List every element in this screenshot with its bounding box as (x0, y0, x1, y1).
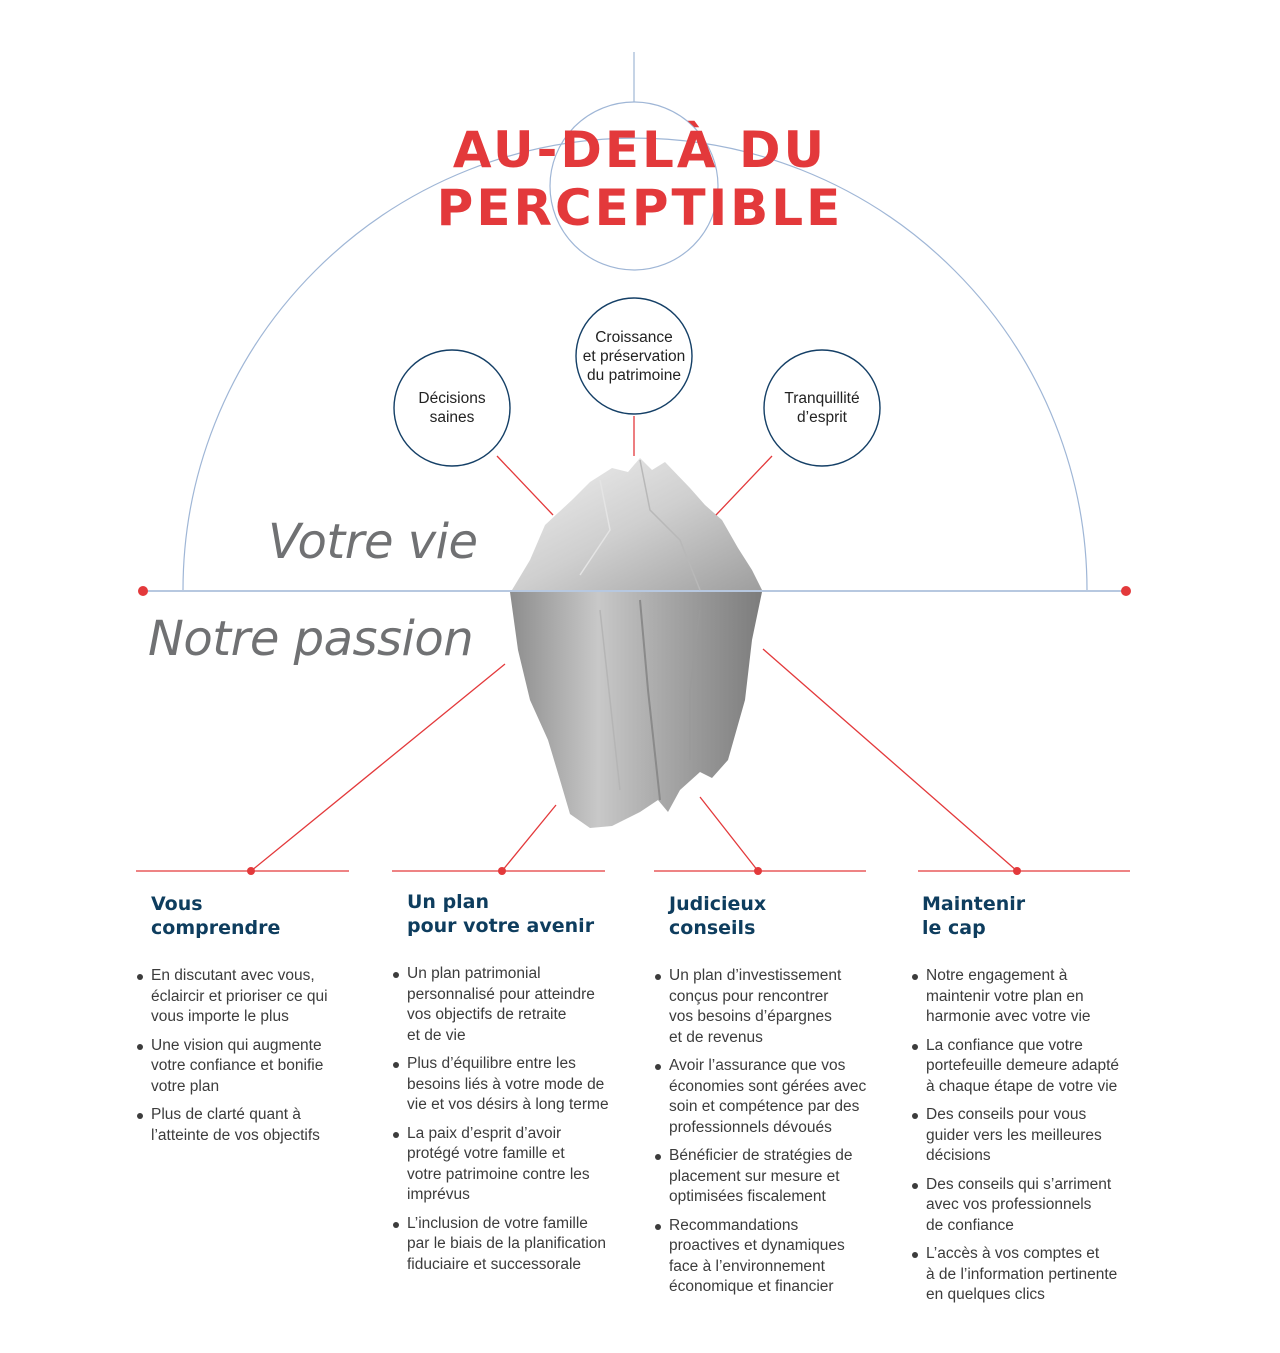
column-heading: Un plan pour votre avenir (407, 891, 595, 937)
connector-col-2 (502, 805, 556, 871)
bullet-item: La paix d’esprit d’avoir protégé votre famille et votre patrimoine contre les imprévus (393, 1124, 613, 1206)
bullet-list (655, 966, 875, 1298)
column-heading: Judicieux conseils (669, 893, 767, 939)
column-un-plan (393, 892, 613, 1283)
column-vous-comprendre (137, 892, 357, 1154)
bullet-list (912, 966, 1132, 1306)
bullet-list (137, 966, 357, 1146)
label-notre-passion: Notre passion (148, 611, 474, 667)
rule-dot-4 (1013, 867, 1021, 875)
iceberg-tip (512, 458, 762, 590)
iceberg-underwater (510, 592, 762, 828)
waterline-dot-right (1121, 586, 1131, 596)
waterline-dot-left (138, 586, 148, 596)
bullet-item: Des conseils pour vous guider vers les meilleures décisions (912, 1105, 1132, 1167)
bullet-item: En discutant avec vous, éclaircir et prioriser ce qui vous importe le plus (137, 966, 357, 1028)
column-heading: Vous comprendre (151, 893, 281, 939)
circle-label-croissance: Croissance et préservation du patrimoine (582, 329, 686, 384)
title-line-2: PERCEPTIBLE (436, 179, 844, 237)
circle-label-tranquillite: Tranquillité d’esprit (784, 390, 860, 426)
bullet-item: L’accès à vos comptes et à de l’information pertinente en quelques clics (912, 1244, 1132, 1306)
bullet-item: Notre engagement à maintenir votre plan en harmonie avec votre vie (912, 966, 1132, 1028)
rule-dot-3 (754, 867, 762, 875)
bullet-item: Un plan patrimonial personnalisé pour atteindre vos objectifs de retraite et de vie (393, 964, 613, 1046)
bullet-item: Avoir l’assurance que vos économies sont gérées avec soin et compétence par des professionnels dévoués (655, 1056, 875, 1138)
bullet-item: Une vision qui augmente votre confiance et bonifie votre plan (137, 1036, 357, 1098)
bullet-item: Plus de clarté quant à l’atteinte de vos objectifs (137, 1105, 357, 1146)
circle-label-decisions: Décisions saines (418, 390, 486, 426)
connector-tranquillite (716, 456, 772, 515)
column-maintenir-le-cap (912, 892, 1132, 1314)
title-line-1: AU-DELÀ DU (452, 121, 828, 179)
connector-decisions (497, 456, 553, 515)
column-heading: Maintenir le cap (922, 893, 1026, 939)
rule-dot-2 (498, 867, 506, 875)
bullet-item: Plus d’équilibre entre les besoins liés à votre mode de vie et vos désirs à long terme (393, 1054, 613, 1116)
connector-col-4 (763, 649, 1017, 871)
column-judicieux-conseils (655, 892, 875, 1306)
connector-col-3 (700, 797, 758, 871)
bullet-list (393, 964, 613, 1275)
label-votre-vie: Votre vie (268, 514, 478, 570)
bullet-item: Des conseils qui s’arriment avec vos professionnels de confiance (912, 1175, 1132, 1237)
bullet-item: Bénéficier de stratégies de placement sur mesure et optimisées fiscalement (655, 1146, 875, 1208)
bullet-item: La confiance que votre portefeuille demeure adapté à chaque étape de votre vie (912, 1036, 1132, 1098)
bullet-item: L’inclusion de votre famille par le biais de la planification fiduciaire et successorale (393, 1214, 613, 1276)
connector-col-1 (251, 664, 505, 871)
bullet-item: Un plan d’investissement conçus pour rencontrer vos besoins d’épargnes et de revenus (655, 966, 875, 1048)
rule-dot-1 (247, 867, 255, 875)
bullet-item: Recommandations proactives et dynamiques face à l’environnement économique et financier (655, 1216, 875, 1298)
